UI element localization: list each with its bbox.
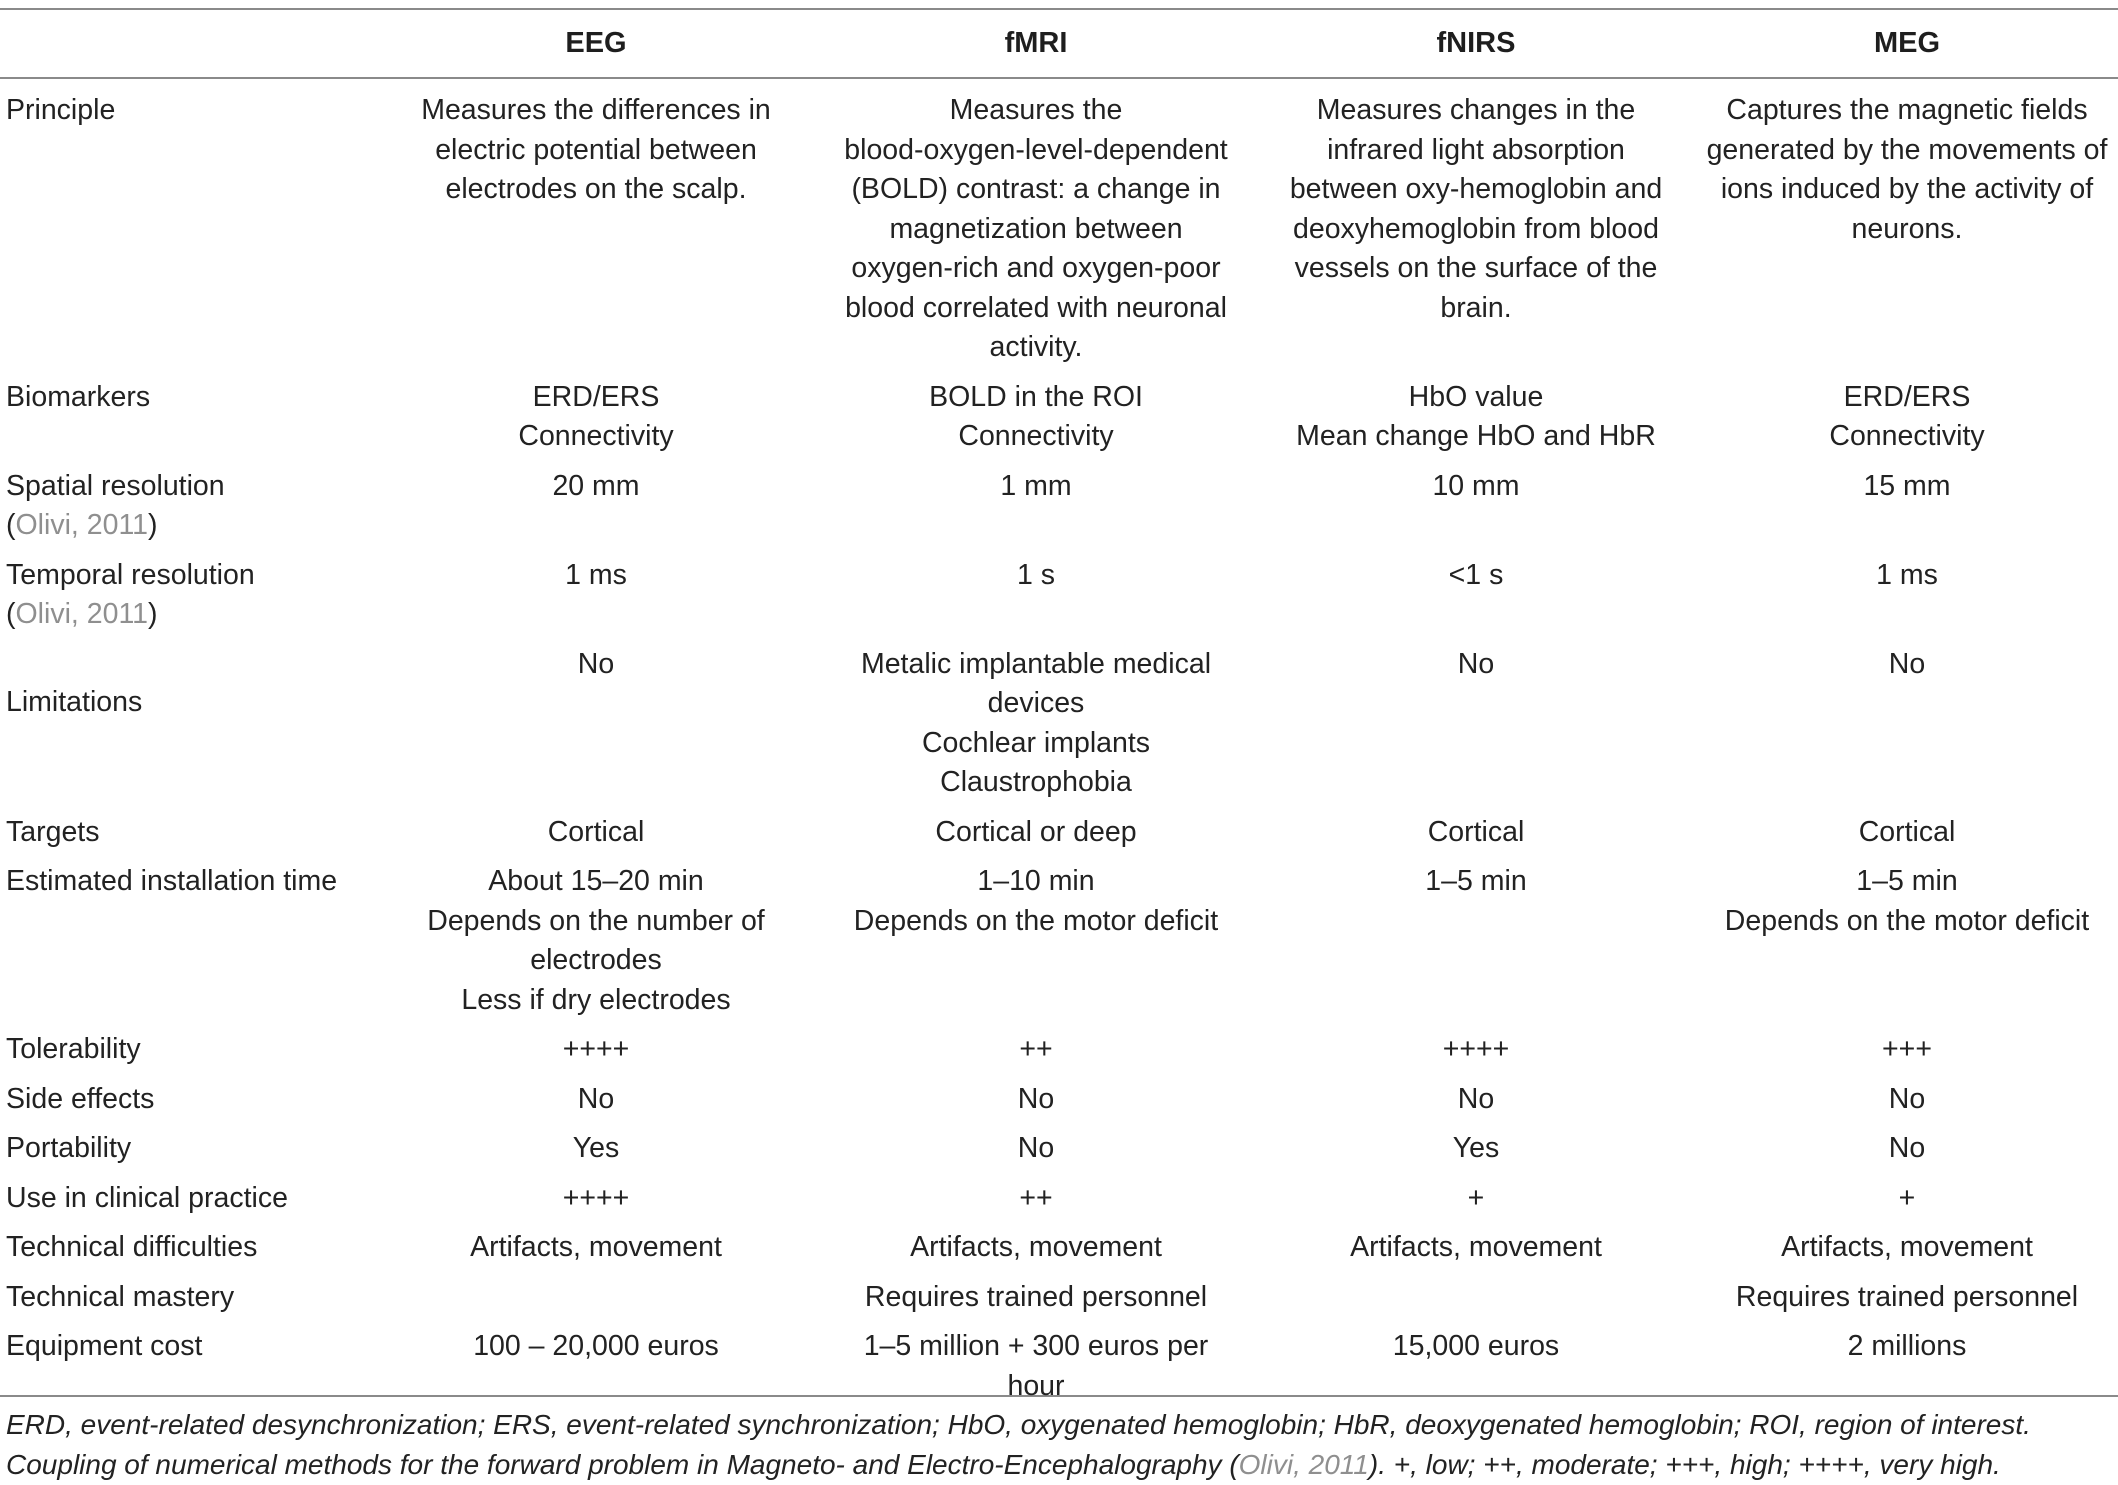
- cell-line: oxygen-rich and oxygen-poor: [851, 252, 1221, 284]
- cell-line: ++++: [562, 1181, 630, 1214]
- cell-line: blood correlated with neuronal: [845, 291, 1227, 324]
- cell-line: 1–5 min: [1856, 865, 1958, 897]
- row-label-text: Equipment cost: [6, 1330, 203, 1362]
- cell-line: Requires trained personnel: [1735, 1280, 2079, 1313]
- cell-eeg: [376, 1125, 816, 1175]
- cell-fmri: [816, 1274, 1256, 1324]
- cell-line: 1–10 min: [977, 865, 1095, 897]
- header-cell-empty: [0, 10, 376, 77]
- cell-line: ERD/ERS: [532, 380, 660, 413]
- table-row: [0, 1175, 2118, 1225]
- cell-eeg: [376, 1274, 816, 1324]
- cell-line: [376, 1278, 816, 1318]
- row-label-text: Technical difficulties: [6, 1231, 258, 1263]
- cell-fnirs: [1256, 77, 1696, 374]
- cell-fnirs: [1256, 374, 1696, 463]
- cell-line: BOLD in the ROI: [929, 380, 1143, 413]
- cell-line: Artifacts, movement: [910, 1231, 1162, 1263]
- cell-line: About 15–20 min: [488, 865, 704, 897]
- cell-line: Yes: [572, 1132, 620, 1164]
- cell-line: Depends on the motor deficit: [853, 904, 1219, 937]
- cell-line: Requires trained personnel: [864, 1280, 1208, 1313]
- cell-line: activity.: [989, 331, 1083, 363]
- cell-line: Artifacts, movement: [470, 1231, 722, 1263]
- cell-eeg: [376, 1323, 816, 1412]
- cell-meg: [1696, 1274, 2118, 1324]
- cell-line: ++: [1019, 1033, 1053, 1065]
- cell-eeg: [376, 1026, 816, 1076]
- cell-line: hour: [1007, 1369, 1065, 1402]
- cell-eeg: [376, 858, 816, 1026]
- header-cell-fnirs: fNIRS: [1436, 26, 1516, 59]
- cell-line: vessels on the surface of the: [1294, 252, 1658, 284]
- row-label: [0, 1323, 376, 1412]
- cell-line: [1256, 1278, 1696, 1318]
- cell-line: electrodes on the scalp.: [445, 173, 747, 205]
- row-label: [0, 1076, 376, 1126]
- row-label: [0, 809, 376, 859]
- table-row: [0, 1026, 2118, 1076]
- cell-line: between oxy-hemoglobin and: [1289, 173, 1663, 205]
- cell-line: (BOLD) contrast: a change in: [851, 173, 1221, 205]
- cell-line: Measures the differences in: [421, 94, 771, 126]
- row-label-text: Technical mastery: [6, 1280, 235, 1313]
- cell-line: neurons.: [1851, 212, 1963, 245]
- row-label-text: Tolerability: [6, 1033, 141, 1065]
- row-label-text: Spatial resolution: [6, 469, 225, 502]
- cell-line: Captures the magnetic fields: [1726, 94, 2088, 126]
- cell-line: Connectivity: [958, 420, 1114, 452]
- comparison-table: [0, 10, 2118, 1412]
- cell-line: No: [1017, 1132, 1055, 1164]
- table-row: [0, 858, 2118, 1026]
- row-label-citation: (Olivi, 2011): [6, 598, 158, 630]
- cell-fnirs: [1256, 1175, 1696, 1225]
- cell-line: ++++: [1442, 1033, 1510, 1065]
- cell-line: 1–5 min: [1425, 865, 1527, 897]
- footnote-line-2: [6, 1445, 2106, 1485]
- cell-meg: [1696, 641, 2118, 809]
- cell-eeg: [376, 77, 816, 374]
- cell-line: Connectivity: [1829, 420, 1985, 452]
- cell-line: ERD/ERS: [1843, 380, 1971, 413]
- row-label: [0, 374, 376, 463]
- cell-line: Cochlear implants: [921, 726, 1151, 759]
- table-footnote: [6, 1405, 2106, 1485]
- row-label: [0, 77, 376, 374]
- table-row: [0, 1224, 2118, 1274]
- cell-meg: [1696, 858, 2118, 1026]
- cell-fmri: [816, 1175, 1256, 1225]
- row-label-text: Temporal resolution: [6, 558, 255, 591]
- cell-fmri: [816, 1125, 1256, 1175]
- row-label: [0, 641, 376, 809]
- cell-line: 1–5 million + 300 euros per: [863, 1330, 1209, 1362]
- cell-line: electric potential between: [435, 133, 757, 166]
- cell-line: 1 s: [1016, 558, 1056, 591]
- table-row: [0, 1323, 2118, 1412]
- cell-eeg: [376, 374, 816, 463]
- cell-fnirs: [1256, 1026, 1696, 1076]
- header-cell-eeg: EEG: [565, 26, 627, 59]
- row-label: [0, 1274, 376, 1324]
- cell-fmri: [816, 463, 1256, 552]
- cell-fmri: [816, 858, 1256, 1026]
- cell-line: Artifacts, movement: [1781, 1231, 2033, 1263]
- cell-line: Artifacts, movement: [1350, 1231, 1602, 1263]
- cell-line: Measures changes in the: [1316, 94, 1636, 126]
- cell-fmri: [816, 374, 1256, 463]
- cell-meg: [1696, 1026, 2118, 1076]
- cell-line: 10 mm: [1432, 469, 1520, 502]
- cell-line: Yes: [1452, 1132, 1500, 1164]
- cell-eeg: [376, 641, 816, 809]
- cell-fnirs: [1256, 641, 1696, 809]
- row-label: [0, 1175, 376, 1225]
- citation-link[interactable]: Olivi, 2011: [15, 598, 149, 630]
- cell-line: devices: [987, 687, 1085, 719]
- cell-fmri: [816, 1076, 1256, 1126]
- cell-eeg: [376, 1224, 816, 1274]
- table-row: [0, 1125, 2118, 1175]
- cell-line: 100 – 20,000 euros: [473, 1330, 719, 1362]
- header-row: [0, 10, 2118, 77]
- cell-line: ++: [1019, 1181, 1053, 1214]
- cell-line: Depends on the number of: [427, 904, 765, 937]
- citation-link[interactable]: Olivi, 2011: [15, 509, 149, 541]
- footnote-line-1: ERD, event-related desynchronization; ERS, event-related synchronization; HbO, oxygenated hemoglobin; HbR, deoxygenated hemoglobin; ROI, region of interest.: [6, 1409, 2031, 1440]
- cell-line: brain.: [1440, 291, 1512, 324]
- cell-line: magnetization between: [889, 212, 1183, 245]
- row-label-text: Portability: [6, 1132, 132, 1164]
- row-label-text: Use in clinical practice: [6, 1181, 288, 1214]
- cell-fnirs: [1256, 1224, 1696, 1274]
- cell-fmri: [816, 552, 1256, 641]
- row-label-text: Side effects: [6, 1082, 155, 1115]
- cell-fnirs: [1256, 1125, 1696, 1175]
- cell-line: electrodes: [530, 944, 662, 976]
- cell-fmri: [816, 641, 1256, 809]
- cell-line: No: [1888, 1132, 1926, 1164]
- cell-line: Measures the: [949, 94, 1123, 126]
- cell-meg: [1696, 77, 2118, 374]
- cell-line: +++: [1882, 1033, 1932, 1065]
- cell-line: No: [577, 1082, 615, 1115]
- table-row: [0, 1274, 2118, 1324]
- cell-line: No: [1888, 647, 1926, 680]
- footnote-text-end: ). +, low; ++, moderate; +++, high; ++++, very high.: [1368, 1449, 2001, 1480]
- row-label: [0, 1125, 376, 1175]
- header-cell-fmri: fMRI: [1004, 26, 1068, 59]
- cell-meg: [1696, 552, 2118, 641]
- cell-line: No: [1888, 1082, 1926, 1115]
- cell-meg: [1696, 463, 2118, 552]
- row-label-text: Targets: [6, 815, 100, 848]
- cell-line: Depends on the motor deficit: [1724, 904, 2090, 937]
- cell-eeg: [376, 463, 816, 552]
- cell-meg: [1696, 1175, 2118, 1225]
- cell-line: No: [1017, 1082, 1055, 1115]
- header-cell-meg: MEG: [1873, 26, 1941, 59]
- cell-line: Claustrophobia: [940, 766, 1132, 798]
- cell-line: 2 millions: [1847, 1330, 1967, 1362]
- cell-line: Mean change HbO and HbR: [1296, 420, 1656, 452]
- table-row: [0, 641, 2118, 809]
- cell-line: No: [1457, 1082, 1495, 1115]
- cell-eeg: [376, 1175, 816, 1225]
- cell-line: Connectivity: [518, 420, 674, 452]
- cell-fmri: [816, 1026, 1256, 1076]
- row-label: [0, 858, 376, 1026]
- cell-line: Cortical: [547, 815, 645, 848]
- cell-fnirs: [1256, 809, 1696, 859]
- cell-eeg: [376, 1076, 816, 1126]
- cell-line: +: [1467, 1181, 1485, 1214]
- cell-line: Cortical: [1427, 815, 1525, 848]
- cell-line: infrared light absorption: [1327, 133, 1625, 166]
- row-label: [0, 552, 376, 641]
- footnote-reference-link[interactable]: Olivi, 2011: [1238, 1449, 1369, 1480]
- cell-meg: [1696, 809, 2118, 859]
- cell-meg: [1696, 1323, 2118, 1412]
- cell-fmri: [816, 809, 1256, 859]
- cell-line: Cortical: [1858, 815, 1956, 848]
- cell-eeg: [376, 809, 816, 859]
- cell-line: No: [1457, 647, 1495, 680]
- table-row: [0, 809, 2118, 859]
- table-row: [0, 552, 2118, 641]
- table-row: [0, 77, 2118, 374]
- cell-fnirs: [1256, 463, 1696, 552]
- cell-meg: [1696, 374, 2118, 463]
- row-label-citation: (Olivi, 2011): [6, 509, 158, 541]
- cell-line: 20 mm: [552, 469, 640, 502]
- cell-line: 15,000 euros: [1392, 1330, 1560, 1362]
- row-label-text: Principle: [6, 94, 116, 126]
- table-row: [0, 1076, 2118, 1126]
- cell-line: blood-oxygen-level-dependent: [844, 133, 1228, 166]
- cell-line: ++++: [562, 1033, 630, 1065]
- row-label-text: Biomarkers: [6, 380, 151, 413]
- row-label: [0, 1026, 376, 1076]
- cell-fmri: [816, 1224, 1256, 1274]
- cell-fnirs: [1256, 858, 1696, 1026]
- cell-fmri: [816, 1323, 1256, 1412]
- footnote-text: Coupling of numerical methods for the forward problem in Magneto- and Electro-Encephalography (: [6, 1449, 1239, 1480]
- row-label: [0, 463, 376, 552]
- row-label: [0, 1224, 376, 1274]
- cell-line: Cortical or deep: [935, 815, 1137, 848]
- cell-meg: [1696, 1224, 2118, 1274]
- cell-line: No: [577, 647, 615, 680]
- cell-eeg: [376, 552, 816, 641]
- cell-line: <1 s: [1448, 558, 1504, 591]
- table-body: [0, 77, 2118, 1412]
- cell-fnirs: [1256, 552, 1696, 641]
- cell-fmri: [816, 77, 1256, 374]
- cell-fnirs: [1256, 1076, 1696, 1126]
- cell-line: 1 ms: [565, 558, 627, 591]
- row-label-text: Limitations: [6, 685, 143, 718]
- cell-line: 1 ms: [1876, 558, 1938, 591]
- cell-line: deoxyhemoglobin from blood: [1293, 212, 1659, 245]
- cell-meg: [1696, 1125, 2118, 1175]
- table-row: [0, 374, 2118, 463]
- cell-line: +: [1898, 1181, 1916, 1214]
- cell-line: Less if dry electrodes: [461, 983, 731, 1016]
- cell-line: generated by the movements of: [1706, 133, 2108, 166]
- cell-line: ions induced by the activity of: [1720, 173, 2094, 205]
- cell-line: Metalic implantable medical: [860, 647, 1212, 680]
- cell-fnirs: [1256, 1274, 1696, 1324]
- cell-fnirs: [1256, 1323, 1696, 1412]
- cell-line: 15 mm: [1863, 469, 1951, 502]
- table-row: [0, 463, 2118, 552]
- cell-line: HbO value: [1408, 380, 1544, 413]
- cell-meg: [1696, 1076, 2118, 1126]
- cell-line: 1 mm: [1000, 469, 1072, 502]
- row-label-text: Estimated installation time: [6, 865, 338, 897]
